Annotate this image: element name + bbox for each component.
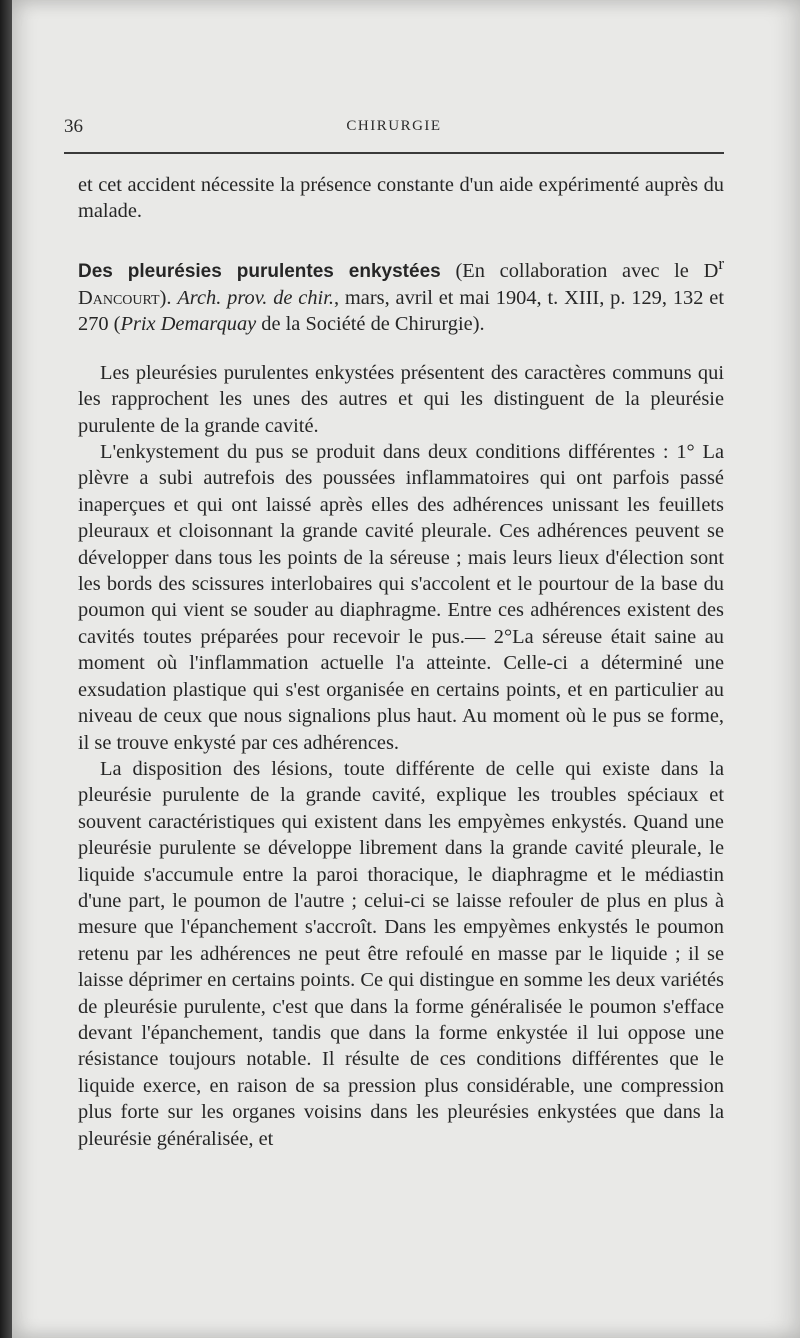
entry-title: Des pleurésies purulentes enkystées xyxy=(78,260,441,282)
bibliographic-entry xyxy=(78,251,724,338)
entry-end: de la Société de Chirurgie). xyxy=(256,313,485,336)
entry-sep: ). xyxy=(159,287,178,310)
paragraph-2: L'enkystement du pus se produit dans deux conditions différentes : 1° La plèvre a subi autrefois des poussées inflammatoires qui ont parfois passé inaperçues et qui ont laissé après elles des adhérences unissant les feuillets pleuraux et cloisonnant la grande cavité pleurale. Ces adhérences peuvent se développer dans tous les points de la séreuse ; mais leurs lieux d'élection sont les bords des scissures interlobaires qui s'accolent et le pourtour de la base du poumon qui vient se souder au diaphragme. Entre ces adhérences existent des cavités toutes préparées pour recevoir le pus.— 2°La séreuse était saine au moment où l'inflammation actuelle l'a atteinte. Celle-ci a déterminé une exsudation plastique qui s'est organisée en certains points, et en particulier au niveau de ceux que nous signalions plus haut. Au moment où le pus se forme, il se trouve enkysté par ces adhérences. xyxy=(78,441,724,754)
paragraph-1: Les pleurésies purulentes enkystées présentent des caractères communs qui les rapprochent les unes des autres et qui les distinguent de la pleurésie purulente de la grande cavité. xyxy=(78,361,724,437)
page-number: 36 xyxy=(64,116,83,137)
running-title: CHIRURGIE xyxy=(346,118,442,134)
entry-coauthor: Dancourt xyxy=(78,287,160,310)
page-binding-edge xyxy=(0,0,12,1338)
entry-journal: Arch. prov. de chir. xyxy=(177,287,334,310)
entry-prize: Prix Demarquay xyxy=(120,313,257,336)
body-text xyxy=(78,172,724,1152)
continuation-paragraph: et cet accident nécessite la présence constante d'un aide expérimenté auprès du malade. xyxy=(78,174,724,223)
entry-collab: (En collaboration avec le D xyxy=(440,259,719,282)
page-header xyxy=(64,116,724,140)
entry-details: , mars, avril et mai 1904, t. XIII, p. 129, 132 et 270 ( xyxy=(78,287,724,336)
entry-collab-sup: r xyxy=(718,253,725,273)
header-rule xyxy=(64,152,724,154)
paragraph-3: La disposition des lésions, toute différente de celle qui existe dans la pleurésie purulente de la grande cavité, explique les troubles spéciaux et souvent caractéristiques qui existent dans les empyèmes enkystés. Quand une pleurésie purulente se développe librement dans la grande cavité pleurale, le liquide s'accumule entre la paroi thoracique, le diaphragme et le médiastin d'une part, le poumon de l'autre ; celui-ci se laisse refouler de plus en plus à mesure que l'épanchement s'accroît. Dans les empyèmes enkystés le poumon retenu par les adhérences ne peut être refoulé en masse par le liquide ; il se laisse déprimer en certains points. Ce qui distingue en somme les deux variétés de pleurésie purulente, c'est que dans la forme généralisée le poumon s'efface devant l'épanchement, tandis que dans la forme enkystée il lui oppose une résistance toujours notable. Il résulte de ces conditions différentes que le liquide exerce, en raison de sa pression plus considérable, une compression plus forte sur les organes voisins dans les pleurésies enkystées que dans la pleurésie généralisée, et xyxy=(78,757,724,1150)
